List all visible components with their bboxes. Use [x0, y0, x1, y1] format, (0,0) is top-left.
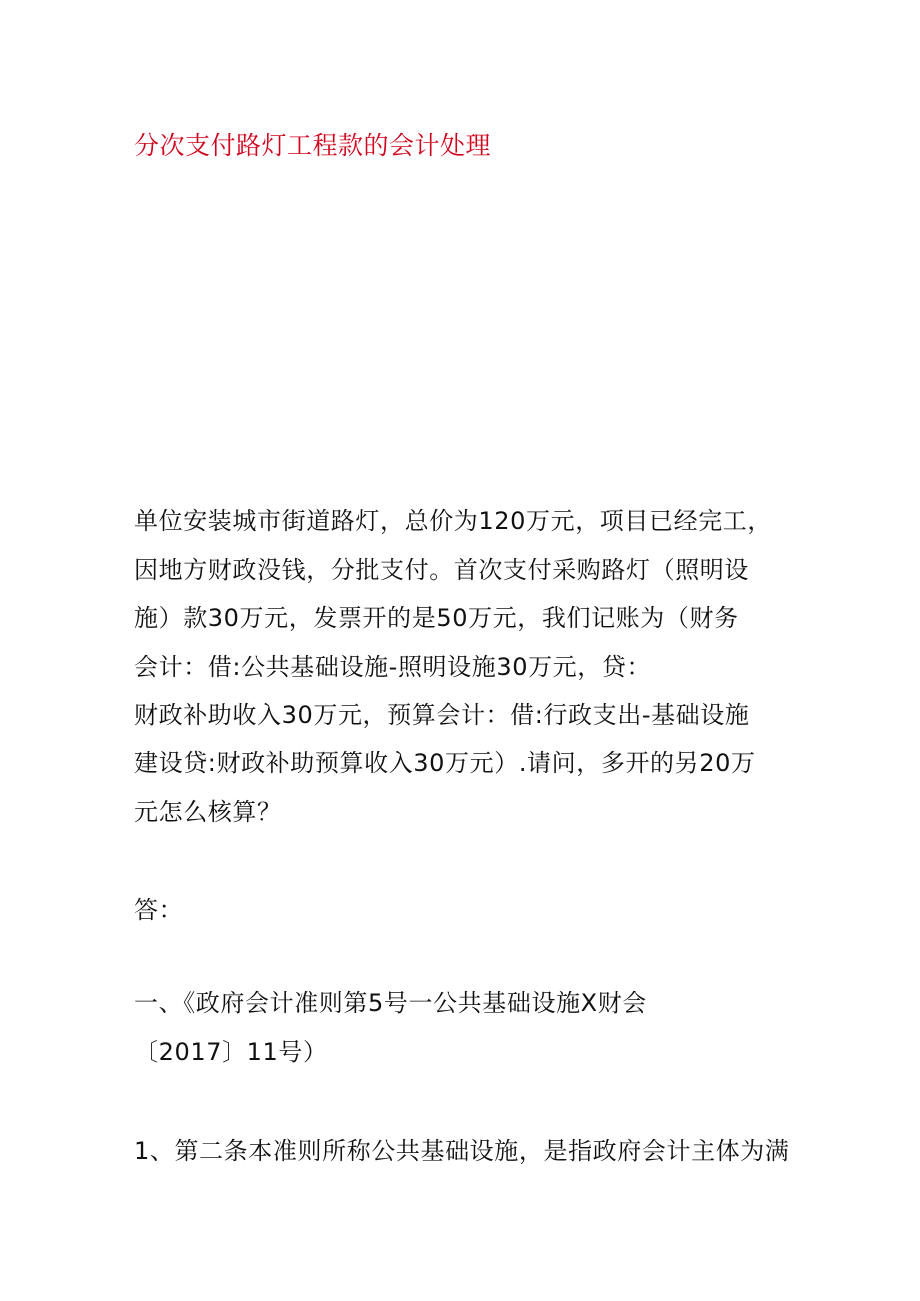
- question-line-4: 会计：借:公共基础设施-照明设施30万元，贷：: [134, 653, 652, 681]
- question-line-7: 元怎么核算？: [134, 798, 282, 826]
- question-line-5: 财政补助收入30万元，预算会计：借:行政支出-基础设施: [134, 701, 750, 729]
- question-line-2: 因地方财政没钱，分批支付。首次支付采购路灯（照明设: [134, 556, 749, 584]
- item-1-line: 1、第二条本准则所称公共基础设施，是指政府会计主体为满: [134, 1137, 790, 1165]
- question-line-1: 单位安装城市街道路灯，总价为120万元，项目已经完工，: [134, 507, 773, 535]
- section-1-line-1: 一、《政府会计准则第5号一公共基础设施X财会: [134, 989, 647, 1017]
- question-line-3: 施）款30万元，发票开的是50万元，我们记账为（财务: [134, 604, 739, 632]
- section-1-line-2: 〔2017〕11号）: [134, 1038, 328, 1066]
- question-line-6: 建设贷:财政补助预算收入30万元）.请问，多开的另20万: [134, 749, 756, 777]
- document-title: 分次支付路灯工程款的会计处理: [134, 131, 492, 160]
- answer-label: 答：: [134, 896, 184, 924]
